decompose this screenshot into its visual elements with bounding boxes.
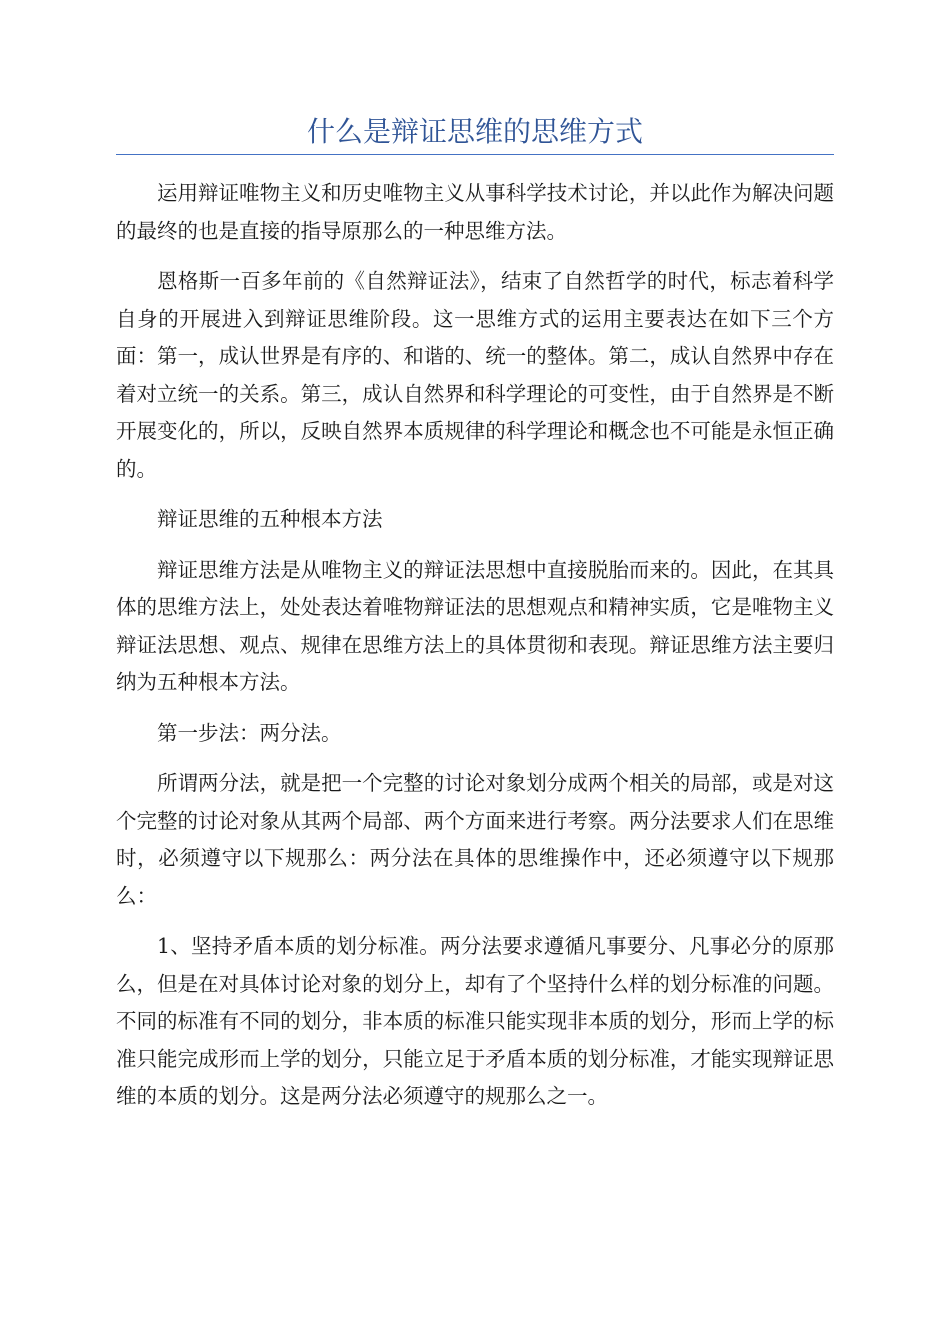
paragraph-two-division: 所谓两分法，就是把一个完整的讨论对象划分成两个相关的局部，或是对这个完整的讨论对象从其两个局部、两个方面来进行考察。两分法要求人们在思维时，必须遵守以下规那么：两分法在具体的思维操作中，还必须遵守以下规那么：	[116, 771, 834, 908]
paragraph-intro: 运用辩证唯物主义和历史唯物主义从事科学技术讨论，并以此作为解决问题的最终的也是直接的指导原那么的一种思维方法。	[116, 181, 834, 243]
document-body	[116, 175, 834, 1129]
section-heading-five-methods: 辩证思维的五种根本方法	[157, 507, 383, 531]
paragraph-engels: 恩格斯一百多年前的《自然辩证法》，结束了自然哲学的时代，标志着科学自身的开展进入到辩证思维阶段。这一思维方式的运用主要表达在如下三个方面：第一，成认世界是有序的、和谐的、统一的整体。第二，成认自然界中存在着对立统一的关系。第三，成认自然界和科学理论的可变性，由于自然界是不断开展变化的，所以，反映自然界本质规律的科学理论和概念也不可能是永恒正确的。	[116, 269, 834, 481]
paragraph-rule-one: 1、坚持矛盾本质的划分标准。两分法要求遵循凡事要分、凡事必分的原那么，但是在对具体讨论对象的划分上，却有了个坚持什么样的划分标准的问题。不同的标准有不同的划分，非本质的标准只能实现非本质的划分，形而上学的标准只能完成形而上学的划分，只能立足于矛盾本质的划分标准，才能实现辩证思维的本质的划分。这是两分法必须遵守的规那么之一。	[116, 934, 834, 1108]
paragraph-methods-overview: 辩证思维方法是从唯物主义的辩证法思想中直接脱胎而来的。因此，在其具体的思维方法上，处处表达着唯物辩证法的思想观点和精神实质，它是唯物主义辩证法思想、观点、规律在思维方法上的具体贯彻和表现。辩证思维方法主要归纳为五种根本方法。	[116, 557, 834, 694]
section-heading-step-one: 第一步法：两分法。	[157, 720, 342, 745]
document-title: 什么是辩证思维的思维方式	[306, 115, 643, 148]
title-underline	[116, 154, 834, 155]
